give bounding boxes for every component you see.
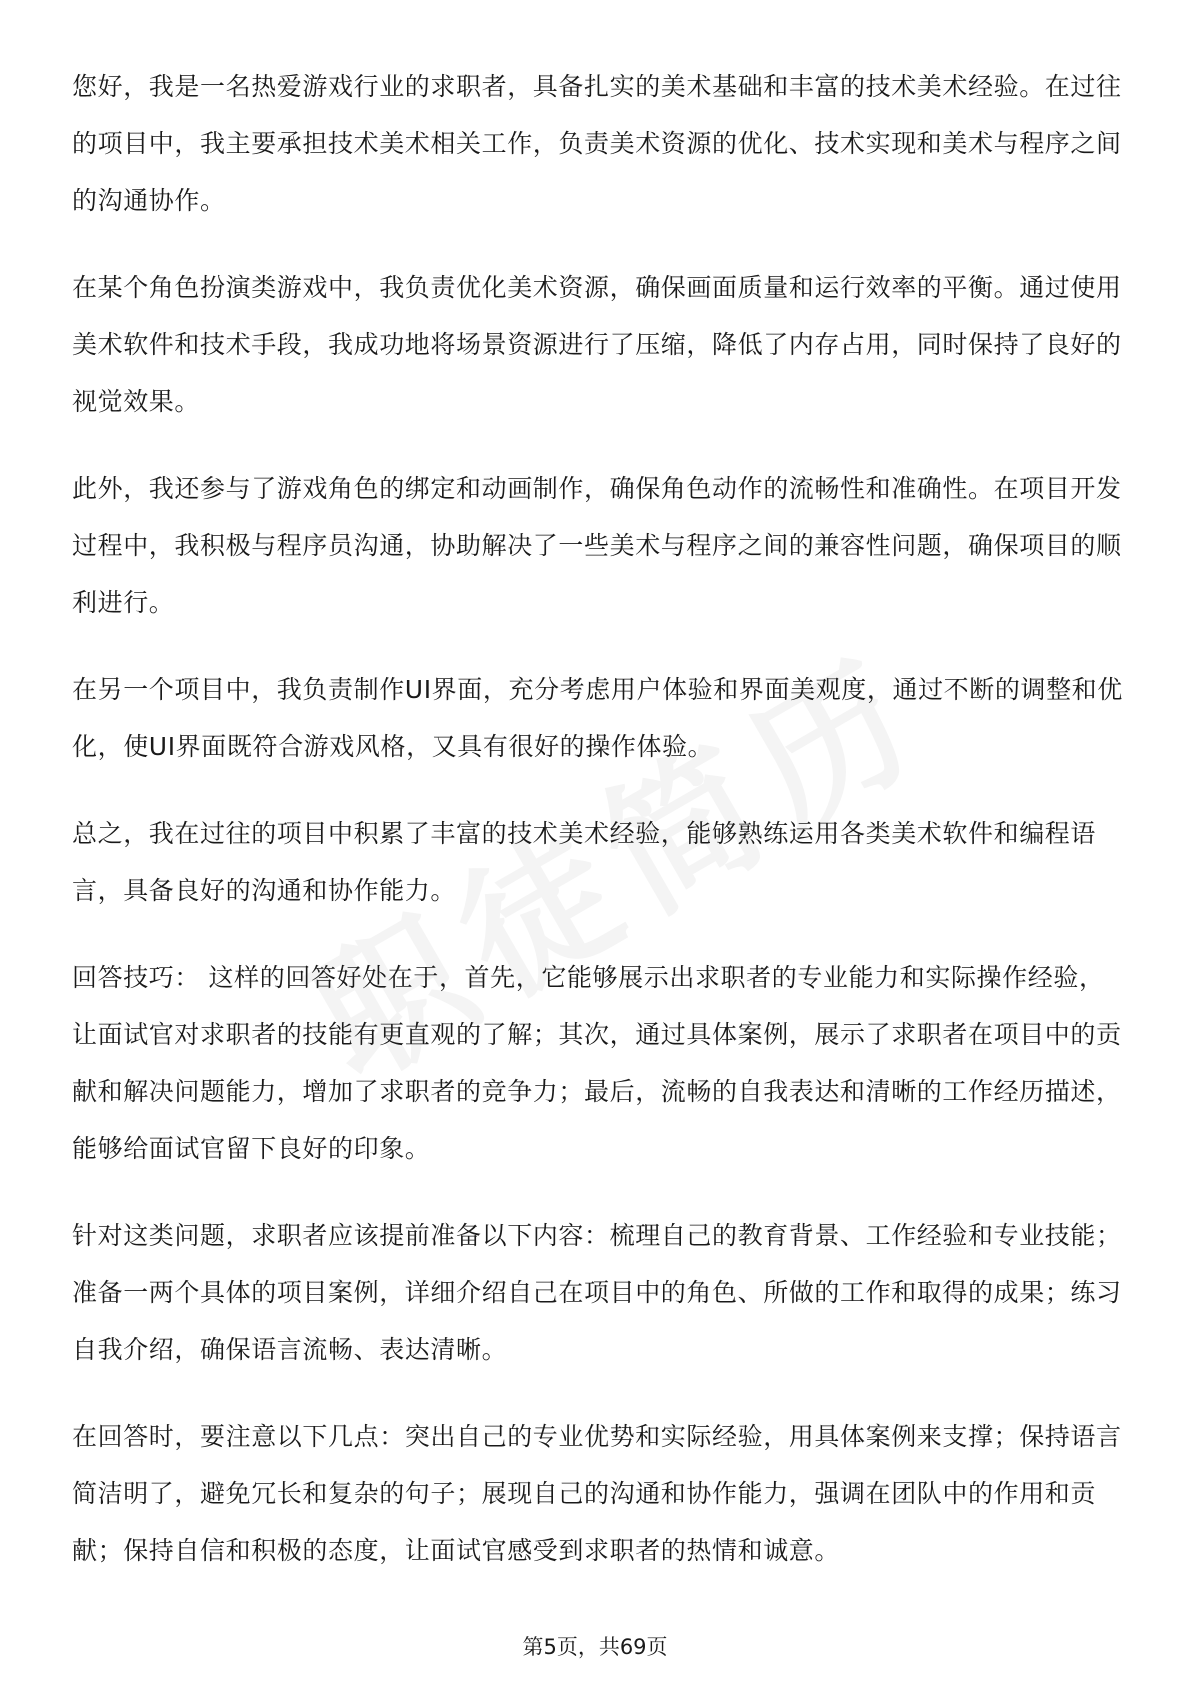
paragraph-attention-points: 在回答时，要注意以下几点：突出自己的专业优势和实际经验，用具体案例来支撑；保持语言简洁明了，避免冗长和复杂的句子；展现自己的沟通和协作能力，强调在团队中的作用和贡献；保持自信和积极的态度，让面试官感受到求职者的热情和诚意。 (72, 1422, 1122, 1565)
paragraph-rpg-project: 在某个角色扮演类游戏中，我负责优化美术资源，确保画面质量和运行效率的平衡。通过使用美术软件和技术手段，我成功地将场景资源进行了压缩，降低了内存占用，同时保持了良好的视觉效果。 (72, 273, 1122, 416)
paragraph-ui-project: 在另一个项目中，我负责制作UI界面，充分考虑用户体验和界面美观度，通过不断的调整和优化，使UI界面既符合游戏风格，又具有很好的操作体验。 (72, 675, 1123, 761)
document-body (72, 58, 1124, 1609)
page-number: 第5页，共69页 (522, 1635, 668, 1659)
paragraph-summary: 总之，我在过往的项目中积累了丰富的技术美术经验，能够熟练运用各类美术软件和编程语言，具备良好的沟通和协作能力。 (72, 819, 1097, 905)
paragraph-rigging-animation: 此外，我还参与了游戏角色的绑定和动画制作，确保角色动作的流畅性和准确性。在项目开发过程中，我积极与程序员沟通，协助解决了一些美术与程序之间的兼容性问题，确保项目的顺利进行。 (72, 474, 1122, 617)
paragraph-answer-tips: 回答技巧： 这样的回答好处在于，首先，它能够展示出求职者的专业能力和实际操作经验，让面试官对求职者的技能有更直观的了解；其次，通过具体案例，展示了求职者在项目中的贡献和解决问题能力，增加了求职者的竞争力；最后，流畅的自我表达和清晰的工作经历描述，能够给面试官留下良好的印象。 (72, 963, 1122, 1163)
paragraph-preparation: 针对这类问题，求职者应该提前准备以下内容：梳理自己的教育背景、工作经验和专业技能；准备一两个具体的项目案例，详细介绍自己在项目中的角色、所做的工作和取得的成果；练习自我介绍，确保语言流畅、表达清晰。 (72, 1221, 1122, 1364)
paragraph-intro: 您好，我是一名热爱游戏行业的求职者，具备扎实的美术基础和丰富的技术美术经验。在过往的项目中，我主要承担技术美术相关工作，负责美术资源的优化、技术实现和美术与程序之间的沟通协作。 (72, 72, 1122, 215)
